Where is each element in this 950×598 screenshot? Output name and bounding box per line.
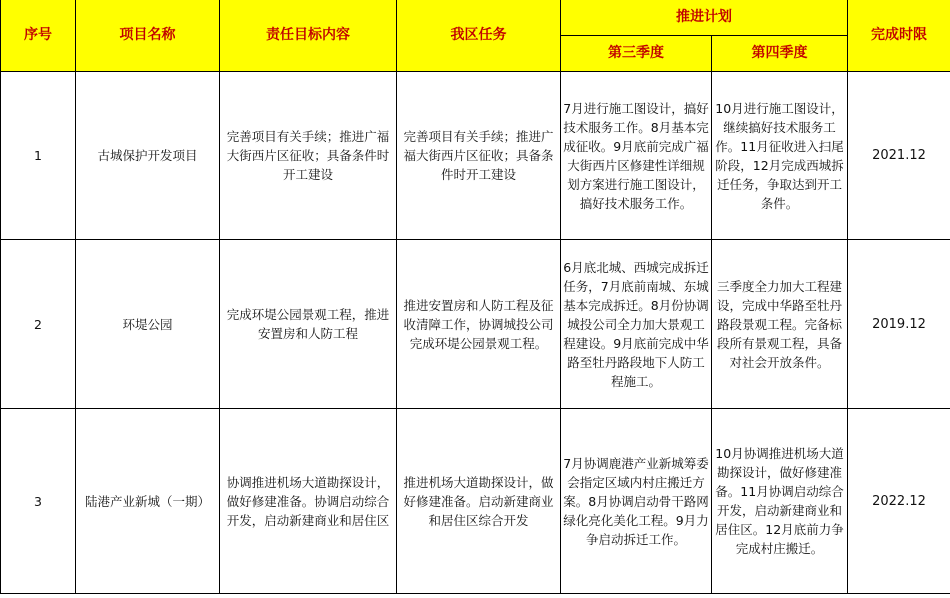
header-name[interactable]: 项目名称 [76,0,220,72]
cell-target[interactable]: 协调推进机场大道勘探设计，做好修建准备。协调启动综合开发，启动新建商业和居住区 [220,409,397,594]
table-row [1,409,950,594]
header-q4[interactable]: 第四季度 [712,36,848,72]
cell-seq[interactable]: 1 [1,72,76,240]
header-plan[interactable]: 推进计划 [561,0,848,36]
cell-q3[interactable]: 7月协调鹿港产业新城筹委会指定区域内村庄搬迁方案。8月协调启动骨干路网绿化亮化美化工程。9月力争启动拆迁工作。 [561,409,712,594]
header-task[interactable]: 我区任务 [397,0,561,72]
cell-q3[interactable]: 6月底北城、西城完成拆迁任务，7月底前南城、东城基本完成拆迁。8月份协调城投公司全力加大景观工程建设。9月底前完成中华路至牡丹路段地下人防工程施工。 [561,240,712,409]
header-deadline[interactable]: 完成时限 [848,0,950,72]
cell-deadline[interactable]: 2019.12 [848,240,950,409]
table-row [1,72,950,240]
cell-q4[interactable]: 10月进行施工图设计，继续搞好技术服务工作。11月征收进入扫尾阶段，12月完成西城拆迁任务，争取达到开工条件。 [712,72,848,240]
cell-deadline[interactable]: 2022.12 [848,409,950,594]
cell-deadline[interactable]: 2021.12 [848,72,950,240]
table-row [1,240,950,409]
cell-seq[interactable]: 3 [1,409,76,594]
header-row [1,0,950,36]
header-target[interactable]: 责任目标内容 [220,0,397,72]
cell-task[interactable]: 推进安置房和人防工程及征收清障工作，协调城投公司完成环堤公园景观工程。 [397,240,561,409]
cell-task[interactable]: 推进机场大道勘探设计，做好修建准备。启动新建商业和居住区综合开发 [397,409,561,594]
cell-q3[interactable]: 7月进行施工图设计，搞好技术服务工作。8月基本完成征收。9月底前完成广福大街西片区修建性详细规划方案进行施工图设计，搞好技术服务工作。 [561,72,712,240]
cell-seq[interactable]: 2 [1,240,76,409]
cell-q4[interactable]: 10月协调推进机场大道勘探设计，做好修建准备。11月协调启动综合开发，启动新建商业和居住区。12月底前力争完成村庄搬迁。 [712,409,848,594]
cell-name[interactable]: 古城保护开发项目 [76,72,220,240]
cell-target[interactable]: 完善项目有关手续；推进广福大街西片区征收；具备条件时开工建设 [220,72,397,240]
header-q3[interactable]: 第三季度 [561,36,712,72]
header-seq[interactable]: 序号 [1,0,76,72]
cell-target[interactable]: 完成环堤公园景观工程，推进安置房和人防工程 [220,240,397,409]
cell-task[interactable]: 完善项目有关手续；推进广福大街西片区征收；具备条件时开工建设 [397,72,561,240]
cell-q4[interactable]: 三季度全力加大工程建设，完成中华路至牡丹路段景观工程。完备标段所有景观工程，具备对社会开放条件。 [712,240,848,409]
cell-name[interactable]: 环堤公园 [76,240,220,409]
cell-name[interactable]: 陆港产业新城（一期） [76,409,220,594]
